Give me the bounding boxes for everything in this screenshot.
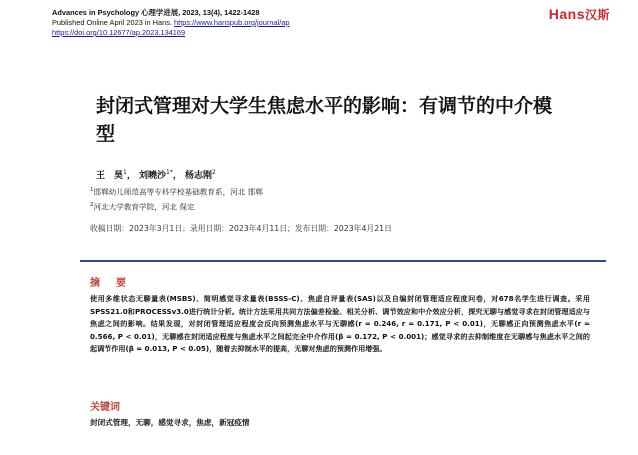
journal-line: Advances in Psychology 心理学进展, 2023, 13(4), 1422-1428: [52, 8, 260, 17]
article-title: 封闭式管理对大学生焦虑水平的影响：有调节的中介模型: [96, 95, 553, 145]
journal-name-cn: 心理学进展: [141, 8, 179, 17]
abstract-heading: 摘 要: [90, 278, 129, 289]
published-line: Published Online April 2023 in Hans. https://www.hanspub.org/journal/ap: [52, 18, 290, 27]
author: 刘曉沙: [139, 171, 167, 181]
affiliation: $^2$河北大学教育学院，河北 保定: [90, 201, 195, 212]
keywords-heading: 关键词: [90, 402, 120, 413]
doi-link[interactable]: https://doi.org/10.12677/ap.2023.134169: [52, 28, 186, 37]
abstract-text: 使用多维状态无聊量表(MSBS)、简明感觉寻求量表(BSSS-C)、焦虑自评量表(SAS)以及自编封闭管理适应程度问卷，对678名学生进行调查。采用SPSS21.0和PROCESSv3.0进行统计分析。统计方法采用共同方法偏差检验、相关分析、调节效应和中介效应分析，探究无聊与感觉寻求在封闭管理适应与焦虑之间的影响。结果发现，对封闭管理适应程度会反向预测焦虑水平与无聊感(r = 0.246, r = 0.171, P < 0.01)，无聊感正向预测焦虑水平(r = 0.566, P < 0.01)，无聊感在封闭适应程度与焦虑水平之间起完全中介作用(β = 0.172, P < 0.001)；感觉寻求的去抑制维度在无聊感与焦虑水平之间的起调节作用(β = 0.013, P < 0.05)，随着去抑制水平的提高，无聊对焦虑的预测作用增强。: [90, 294, 590, 354]
author: 王 昊: [96, 171, 124, 181]
section-divider: [80, 260, 606, 262]
journal-url-link[interactable]: https://www.hanspub.org/journal/ap: [174, 18, 290, 27]
journal-name: Advances in Psychology: [52, 8, 140, 17]
author: 杨志刚: [185, 171, 213, 181]
affiliations: [90, 184, 263, 213]
keywords-text: 封闭式管理，无聊，感觉寻求，焦虑，新冠疫情: [90, 418, 250, 427]
publisher-logo: Hans汉斯: [548, 6, 610, 22]
author-list: 王 昊$^1$， 刘曉沙$^{1*}$， 杨志刚$^2$: [96, 169, 216, 181]
article-dates: 收稿日期：2023年3月1日；录用日期：2023年4月11日；发布日期：2023年4月21日: [90, 224, 392, 233]
citation: 2023, 13(4), 1422-1428: [182, 8, 260, 17]
affiliation: $^1$邯郸幼儿师范高等专科学校基础教育系，河北 邯郸: [90, 187, 263, 197]
journal-header: [52, 8, 602, 38]
